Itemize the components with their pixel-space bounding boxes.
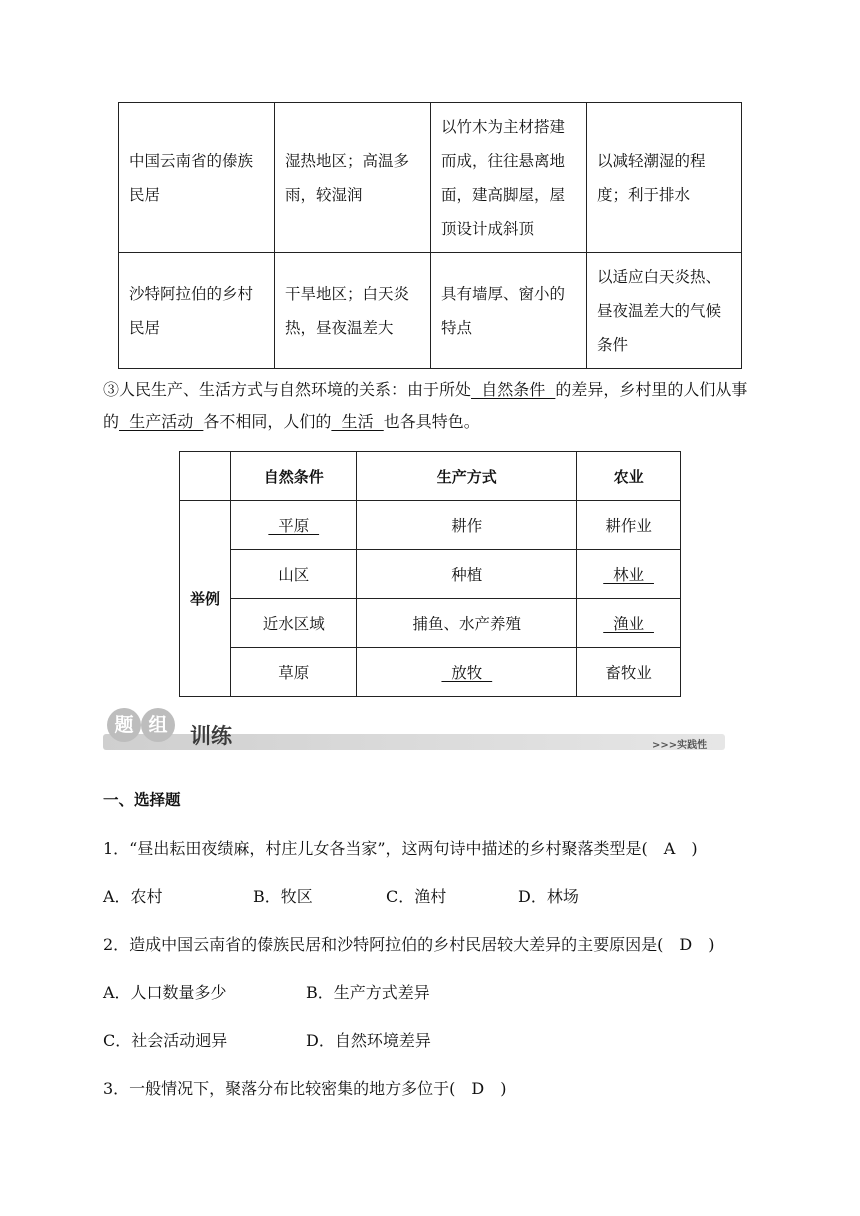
text-segment: 也各具特色。: [383, 412, 480, 431]
option-c: C．社会活动迥异: [103, 1031, 228, 1050]
answer-blank: 自然条件: [471, 380, 556, 399]
option-b: B．牧区: [253, 887, 313, 906]
table-cell: 沙特阿拉伯的乡村民居: [119, 253, 275, 369]
table-row: [180, 599, 681, 648]
banner-circle: 题: [107, 708, 141, 742]
header-cell: 生产方式: [357, 452, 577, 501]
option-d: D．林场: [518, 887, 579, 906]
table-cell: 干旱地区；白天炎热，昼夜温差大: [275, 253, 431, 369]
header-cell: 农业: [577, 452, 681, 501]
option-a: A．农村: [103, 887, 163, 906]
text-segment: 的差异，乡村里的人们从事的: [103, 380, 748, 431]
table-row: [180, 501, 681, 550]
table-cell: 山区: [231, 550, 357, 599]
production-mode-table: [179, 451, 681, 697]
table-cell: 以竹木为主材搭建而成，往往悬离地面，建高脚屋，屋顶设计成斜顶: [431, 103, 587, 253]
table-cell: 湿热地区；高温多雨，较湿润: [275, 103, 431, 253]
banner-tag: >>>实践性: [652, 740, 708, 751]
text-segment: 各不相同，人们的: [203, 412, 332, 431]
option-b: B．生产方式差异: [306, 983, 430, 1002]
table-cell: 种植: [357, 550, 577, 599]
answer-blank: 生活: [331, 412, 384, 431]
table-row: [180, 648, 681, 697]
table-row: [119, 253, 742, 369]
row-label: 举例: [180, 501, 231, 697]
table-cell: 耕作业: [577, 501, 681, 550]
answer-blank: 渔业: [603, 615, 654, 633]
table-header-row: [180, 452, 681, 501]
table-cell: 中国云南省的傣族民居: [119, 103, 275, 253]
table-cell: 具有墙厚、窗小的特点: [431, 253, 587, 369]
header-cell: 自然条件: [231, 452, 357, 501]
option-d: D．自然环境差异: [306, 1031, 431, 1050]
table-cell: 耕作: [357, 501, 577, 550]
answer-blank: 生产活动: [119, 412, 204, 431]
question-stem: 3．一般情况下，聚落分布比较密集的地方多位于( D ): [103, 1079, 507, 1098]
option-c: C．渔村: [386, 887, 447, 906]
corner-cell: [180, 452, 231, 501]
table-cell: 草原: [231, 648, 357, 697]
text-segment: ③人民生产、生活方式与自然环境的关系：由于所处: [103, 380, 472, 399]
table-row: [180, 550, 681, 599]
question-stem: 1．“昼出耘田夜绩麻，村庄儿女各当家”，这两句诗中描述的乡村聚落类型是( A ): [103, 839, 698, 858]
answer-blank: 平原: [268, 517, 320, 535]
table-cell: 以减轻潮湿的程度；利于排水: [587, 103, 742, 253]
question-stem: 2．造成中国云南省的傣族民居和沙特阿拉伯的乡村民居较大差异的主要原因是( D ): [103, 935, 715, 954]
table-row: [119, 103, 742, 253]
table-cell: 近水区域: [231, 599, 357, 648]
table-cell: 以适应白天炎热、昼夜温差大的气候条件: [587, 253, 742, 369]
dwelling-comparison-table: [118, 102, 742, 369]
answer-blank: 林业: [603, 566, 654, 584]
banner-circle: 组: [141, 708, 175, 742]
lifestyle-relation-paragraph: [103, 374, 763, 438]
table-cell: 捕鱼、水产养殖: [357, 599, 577, 648]
table-cell: 畜牧业: [577, 648, 681, 697]
banner-title: 训练: [190, 724, 232, 748]
option-a: A．人口数量多少: [103, 983, 227, 1002]
section-title: 一、选择题: [103, 791, 181, 809]
answer-blank: 放牧: [441, 664, 493, 682]
